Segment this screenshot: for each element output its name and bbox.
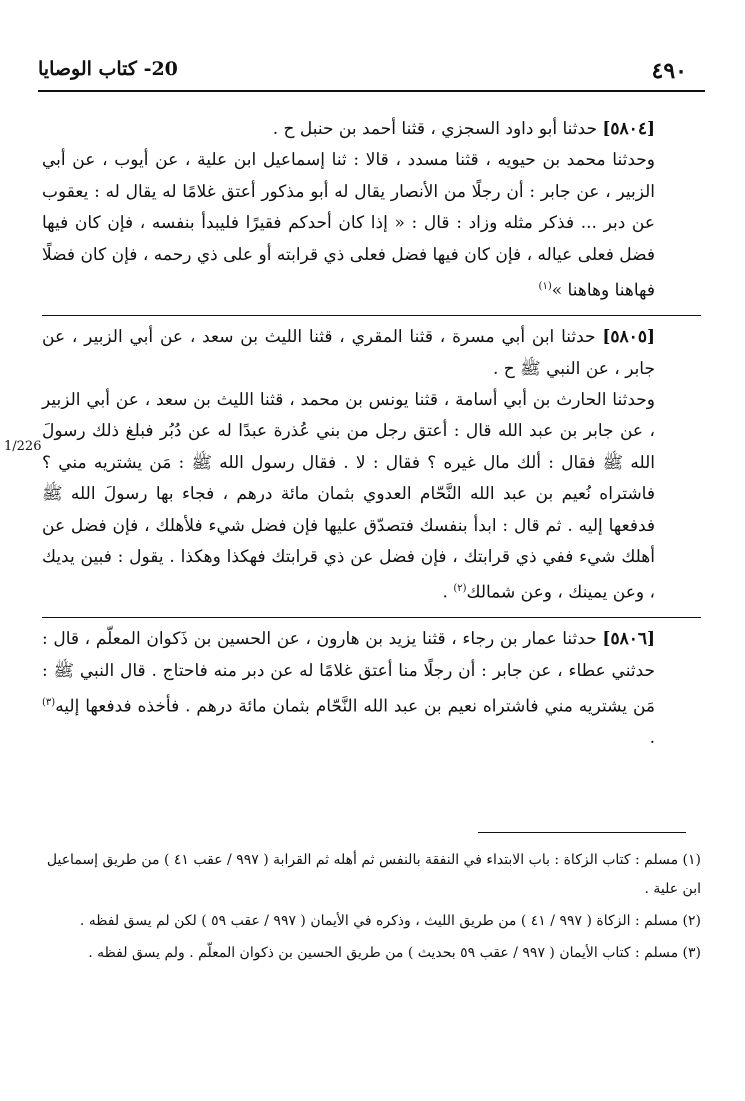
hadith-line: حدثنا عمار بن رجاء ، قثنا يزيد بن هارون ، عن الحسين بن ذَكوان المعلّم ، قال : حدثني عطاء ، عن جابر : أن رجلًا منا أعتق غلامًا له عن دبر منه فاحتاج . قال النبي ﷺ : مَن يشتريه مني فاشتراه نعيم بن عبد الله النَّحّام بثمان مائة درهم . فأخذه فدفعها إليه: [42, 629, 655, 717]
hadith-number: [٥٨٠٥]: [602, 327, 655, 348]
hadith-line: حدثنا أبو داود السجزي ، قثنا أحمد بن حنبل ح .: [272, 119, 597, 139]
footnote-mark: (٢): [453, 583, 467, 595]
section-divider: [42, 617, 701, 618]
hadith-number: [٥٨٠٦]: [602, 629, 656, 650]
page-number: ٤٩٠: [651, 58, 687, 84]
footnote-mark: (٣): [42, 697, 56, 709]
footnote: (١) مسلم : كتاب الزكاة : باب الابتداء في النفقة بالنفس ثم أهله ثم القرابة ( ٩٩٧ / عقب ٤١ ) من طريق إسماعيل ابن علية .: [46, 852, 701, 897]
hadith-5804-chain-2: [42, 145, 701, 307]
footnote-mark: (١): [538, 281, 552, 293]
footnotes: [42, 846, 701, 971]
hadith-5806: [٥٨٠٦] حدثنا عمار بن رجاء ، قثنا يزيد بن هارون ، عن الحسين بن ذَكوان المعلّم ، قال : حدثني عطاء ، عن جابر : أن رجلًا منا أعتق غلامًا له عن دبر منه فاحتاج . قال النبي ﷺ : مَن يشتريه مني فاشتراه نعيم بن عبد الله النَّحّام بثمان مائة درهم . فأخذه فدفعها إليه$^{(٣)}$ .: [42, 629, 656, 749]
hadith-line: حدثنا ابن أبي مسرة ، قثنا المقري ، قثنا الليث بن سعد ، عن أبي الزبير ، عن جابر ، عن النبي ﷺ ح .: [42, 327, 655, 379]
footnote-separator: [478, 832, 686, 833]
manuscript-margin-ref: 1/226: [4, 439, 42, 454]
hadith-line: وحدثنا محمد بن حيويه ، قثنا مسدد ، قالا : ثنا إسماعيل ابن علية ، عن أيوب ، عن أبي الزبير ، عن جابر : أن رجلًا من الأنصار يقال له أبو مذكور أعتق غلامًا له يقال له : يعقوب عن دبر ... فذكر مثله وزاد : قال : « إذا كان أحدكم فقيرًا فليبدأ بنفسه ، فإن كان فيها فضل فعلى عياله ، فإن كان فيها فضل فعلى ذي قرابته أو على ذي رحمه ، فإن كان فضلًا فهاهنا وهاهنا »: [42, 150, 655, 301]
hadith-line: وحدثنا الحارث بن أبي أسامة ، قثنا يونس بن محمد ، قثنا الليث بن سعد ، عن أبي الزبير ، عن جابر بن عبد الله قال : أعتق رجل من بني عُذرة عبدًا له عن دُبُر فبلغ ذلك رسولَ الله ﷺ فقال : ألك مال غيره ؟ فقال : لا . فقال رسول الله ﷺ : مَن يشتريه مني ؟ فاشتراه نُعيم بن عبد الله النَّحّام العدوي بثمان مائة درهم ، فجاء بها رسولَ الله ﷺ فدفعها إليه . ثم قال : ابدأ بنفسك فتصدّق عليها فإن فضل شيء فلأهلك ، فإن فضل عن أهلك شيء ففي ذي قرابتك ، فإن فضل عن ذي قرابتك فهكذا وهكذا . يقول : فبين يديك ، وعن يمينك ، وعن شمالك: [42, 389, 655, 603]
hadith-5804: [42, 114, 701, 145]
chapter-title: 20- كتاب الوصايا: [38, 58, 178, 80]
page-header: [38, 52, 705, 92]
section-divider: [42, 315, 701, 316]
hadith-5805: [42, 322, 701, 385]
footnote: (٢) مسلم : الزكاة ( ٩٩٧ / ٤١ ) من طريق الليث ، وذكره في الأيمان ( ٩٩٧ / عقب ٥٩ ) لكن لم يسق لفظه .: [79, 913, 701, 929]
main-text: [42, 108, 701, 755]
hadith-number: [٥٨٠٤]: [602, 119, 655, 139]
hadith-5805-chain-2: وحدثنا الحارث بن أبي أسامة ، قثنا يونس بن محمد ، قثنا الليث بن سعد ، عن أبي الزبير ، عن جابر بن عبد الله قال : أعتق رجل من بني عُذرة عبدًا له عن دُبُر فبلغ ذلك رسولَ الله ﷺ فقال : ألك مال غيره ؟ فقال : لا . فقال رسول الله ﷺ : مَن يشتريه مني ؟ فاشتراه نُعيم بن عبد الله النَّحّام العدوي بثمان مائة درهم ، فجاء بها رسولَ الله ﷺ فدفعها إليه . ثم قال : ابدأ بنفسك فتصدّق عليها فإن فضل شيء فلأهلك ، فإن فضل عن أهلك شيء ففي ذي قرابتك ، فإن فضل عن ذي قرابتك فهكذا وهكذا . يقول : فبين يديك ، وعن يمينك ، وعن شمالك$^{(٢)}$ .: [42, 389, 655, 603]
footnote: (٣) مسلم : كتاب الأيمان ( ٩٩٧ / عقب ٥٩ بحديث ) من طريق الحسين بن ذكوان المعلّم . ولم يسق لفظه .: [88, 945, 701, 961]
